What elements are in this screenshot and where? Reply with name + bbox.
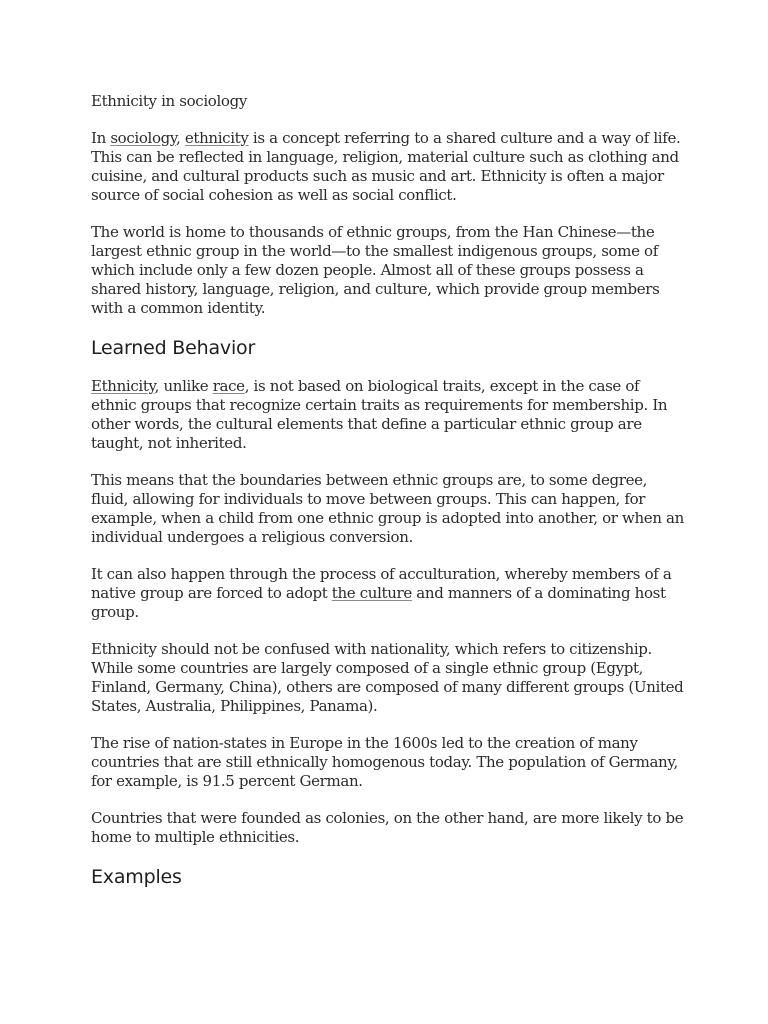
paragraph-acculturation [91, 565, 687, 622]
document-page [91, 92, 687, 906]
paragraph-nationality: Ethnicity should not be confused with nationality, which refers to citizenship. While some countries are largely composed of a single ethnic group (Egypt, Finland, Germany, China), others are composed of many different groups (United States, Australia, Philippines, Panama). [91, 640, 684, 715]
paragraph-learned-behavior [91, 377, 687, 453]
link-ethnicity-2[interactable]: Ethnicity [91, 377, 155, 395]
document-title: Ethnicity in sociology [91, 92, 247, 110]
section-heading-examples: Examples [91, 866, 182, 888]
paragraph-colonies: Countries that were founded as colonies, on the other hand, are more likely to be home to multiple ethnicities. [91, 809, 684, 846]
text-run: , [176, 129, 185, 147]
link-sociology[interactable]: sociology [110, 129, 177, 147]
text-run: , is not based on biological traits, except in the case of ethnic groups that recognize certain traits as requirements for membership. In other words, the cultural elements that define a particular ethnic group are taught, not inherited. [91, 377, 668, 452]
text-run: In [91, 129, 111, 147]
paragraph-boundaries: This means that the boundaries between ethnic groups are, to some degree, fluid, allowing for individuals to move between groups. This can happen, for example, when a child from one ethnic group is adopted into another, or when an individual undergoes a religious conversion. [91, 471, 684, 546]
text-run: is a concept referring to a shared culture and a way of life. This can be reflected in language, religion, material culture such as clothing and cuisine, and cultural products such as music and art. Ethnicity is often a major source of social cohesion as well as social conflict. [91, 129, 681, 204]
link-race[interactable]: race [212, 377, 245, 395]
paragraph-ethnic-groups: The world is home to thousands of ethnic groups, from the Han Chinese—the largest ethnic group in the world—to the smallest indigenous groups, some of which include only a few dozen people. Almost all of these groups possess a shared history, language, religion, and culture, which provide group members with a common identity. [91, 223, 660, 317]
text-run: It can also happen through the process of acculturation, whereby members of a native group are forced to adopt [91, 565, 672, 602]
text-run: , unlike [154, 377, 213, 395]
paragraph-intro [91, 129, 687, 205]
text-run: and manners of a dominating host group. [91, 584, 666, 621]
link-the-culture[interactable]: the culture [331, 584, 412, 602]
section-heading-learned-behavior: Learned Behavior [91, 337, 256, 359]
paragraph-nation-states: The rise of nation-states in Europe in the 1600s led to the creation of many countries that are still ethnically homogenous today. The population of Germany, for example, is 91.5 percent German. [91, 734, 678, 790]
link-ethnicity[interactable]: ethnicity [184, 129, 249, 147]
